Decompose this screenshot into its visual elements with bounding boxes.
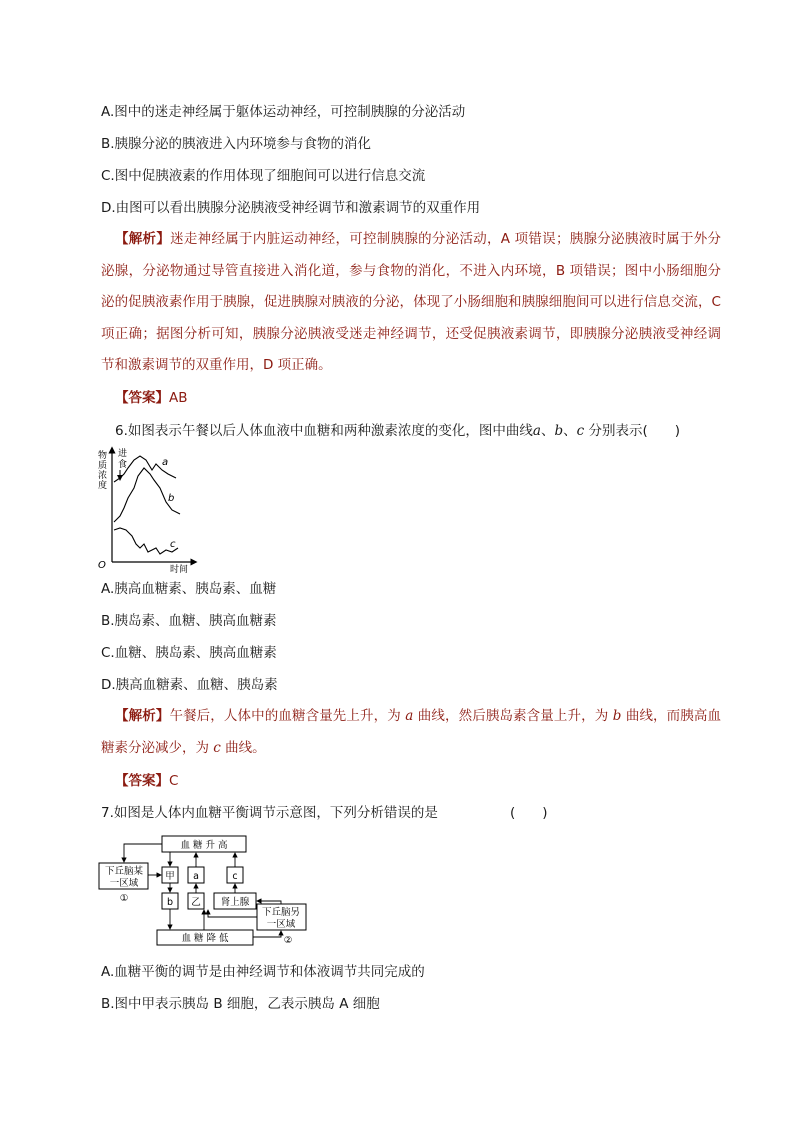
q5-option-a: A.图中的迷走神经属于躯体运动神经，可控制胰腺的分泌活动	[101, 104, 466, 120]
diagram-top-label: 血 糖 升 高	[180, 840, 228, 851]
diagram-jia: 甲	[165, 871, 175, 882]
q6-sep: 、	[540, 423, 555, 439]
q6-curve-figure	[96, 444, 206, 574]
q5-option-d: D.由图可以看出胰腺分泌胰液受神经调节和激素调节的双重作用	[101, 200, 481, 216]
curve-c	[114, 528, 178, 554]
q6-curve-b: b	[554, 423, 564, 439]
curve-c-label: c	[170, 539, 176, 550]
origin-label: O	[98, 560, 106, 571]
q5-option-b: B.胰腺分泌的胰液进入内环境参与食物的消化	[101, 136, 372, 152]
q5-analysis	[101, 224, 721, 382]
meal-label-1: 进	[118, 449, 128, 459]
diagram-left-num: ①	[119, 893, 129, 904]
analysis-tag: 【解析】	[115, 708, 170, 724]
meal-label-2: 食	[118, 460, 128, 470]
answer-tag: 【答案】	[115, 390, 169, 406]
q6-option-b: B.胰岛素、血糖、胰高血糖素	[101, 613, 277, 629]
q5-answer	[115, 388, 188, 408]
diagram-c: c	[232, 871, 238, 882]
answer-value: AB	[169, 390, 188, 406]
q6-stem-text: 6.如图表示午餐以后人体血液中血糖和两种激素浓度的变化，图中曲线	[115, 423, 533, 439]
analysis-text: 曲线，而胰高血糖素分泌减少，为	[101, 708, 722, 756]
q6-stem	[115, 421, 680, 441]
q6-option-d: D.胰高血糖素、血糖、胰岛素	[101, 677, 278, 693]
diagram-left-label-1: 下丘脑某	[104, 866, 144, 877]
diagram-bottom-label: 血 糖 降 低	[181, 933, 229, 944]
q7-stem: 7.如图是人体内血糖平衡调节示意图，下列分析错误的是	[101, 805, 438, 821]
analysis-text: 午餐后，人体中的血糖含量先上升，为	[169, 708, 406, 724]
analysis-curve-c: c	[213, 739, 221, 756]
curve-a-label: a	[162, 457, 169, 468]
diagram-right-label-2: 一区域	[266, 919, 296, 930]
curve-b-label: b	[168, 493, 175, 504]
diagram-right-num: ②	[283, 935, 293, 946]
analysis-curve-a: a	[405, 708, 414, 724]
q5-option-c: C.图中促胰液素的作用体现了细胞间可以进行信息交流	[101, 168, 426, 184]
answer-value: C	[169, 773, 179, 789]
analysis-tag: 【解析】	[115, 231, 171, 247]
q6-stem-bracket: 分别表示( )	[584, 423, 680, 439]
diagram-left-label-2: 一区域	[109, 878, 139, 889]
y-axis-label-char: 物质浓度	[98, 451, 108, 491]
q6-sep: 、	[563, 423, 577, 439]
diagram-adrenal: 肾上腺	[220, 897, 250, 908]
q6-curve-c: c	[576, 423, 585, 439]
answer-tag: 【答案】	[115, 773, 169, 789]
q6-analysis	[101, 701, 721, 764]
analysis-text: 迷走神经属于内脏运动神经，可控制胰腺的分泌活动，A 项错误；胰腺分泌胰液时属于外分泌腺，分泌物通过导管直接进入消化道，参与食物的消化，不进入内环境，B 项错误；图中小肠细胞分泌的促胰液素作用于胰腺，促进胰腺对胰液的分泌，体现了小肠细胞和胰腺细胞间可以进行信息交流，C 项正确；据图分析可知，胰腺分泌胰液受迷走神经调节，还受促胰液素调节，即胰腺分泌胰液受神经调节和激素调节的双重作用，D 项正确。	[101, 231, 722, 373]
analysis-curve-b: b	[612, 708, 622, 724]
diagram-b: b	[166, 897, 174, 908]
x-axis-label: 时间	[170, 565, 189, 574]
q6-curve-a: a	[532, 423, 541, 439]
analysis-text: 曲线，然后胰岛素含量上升，为	[413, 708, 613, 724]
q6-option-c: C.血糖、胰岛素、胰高血糖素	[101, 645, 277, 661]
diagram-a: a	[193, 871, 199, 882]
q7-option-b: B.图中甲表示胰岛 B 细胞，乙表示胰岛 A 细胞	[101, 996, 380, 1012]
q7-option-a: A.血糖平衡的调节是由神经调节和体液调节共同完成的	[101, 964, 425, 980]
q7-bracket: ( )	[510, 805, 548, 821]
diagram-yi: 乙	[191, 897, 201, 908]
diagram-right-label-1: 下丘脑另	[261, 907, 301, 918]
analysis-text: 曲线。	[220, 739, 266, 756]
q6-answer	[115, 771, 178, 791]
q7-flow-diagram	[96, 833, 308, 948]
q6-option-a: A.胰高血糖素、胰岛素、血糖	[101, 581, 277, 597]
